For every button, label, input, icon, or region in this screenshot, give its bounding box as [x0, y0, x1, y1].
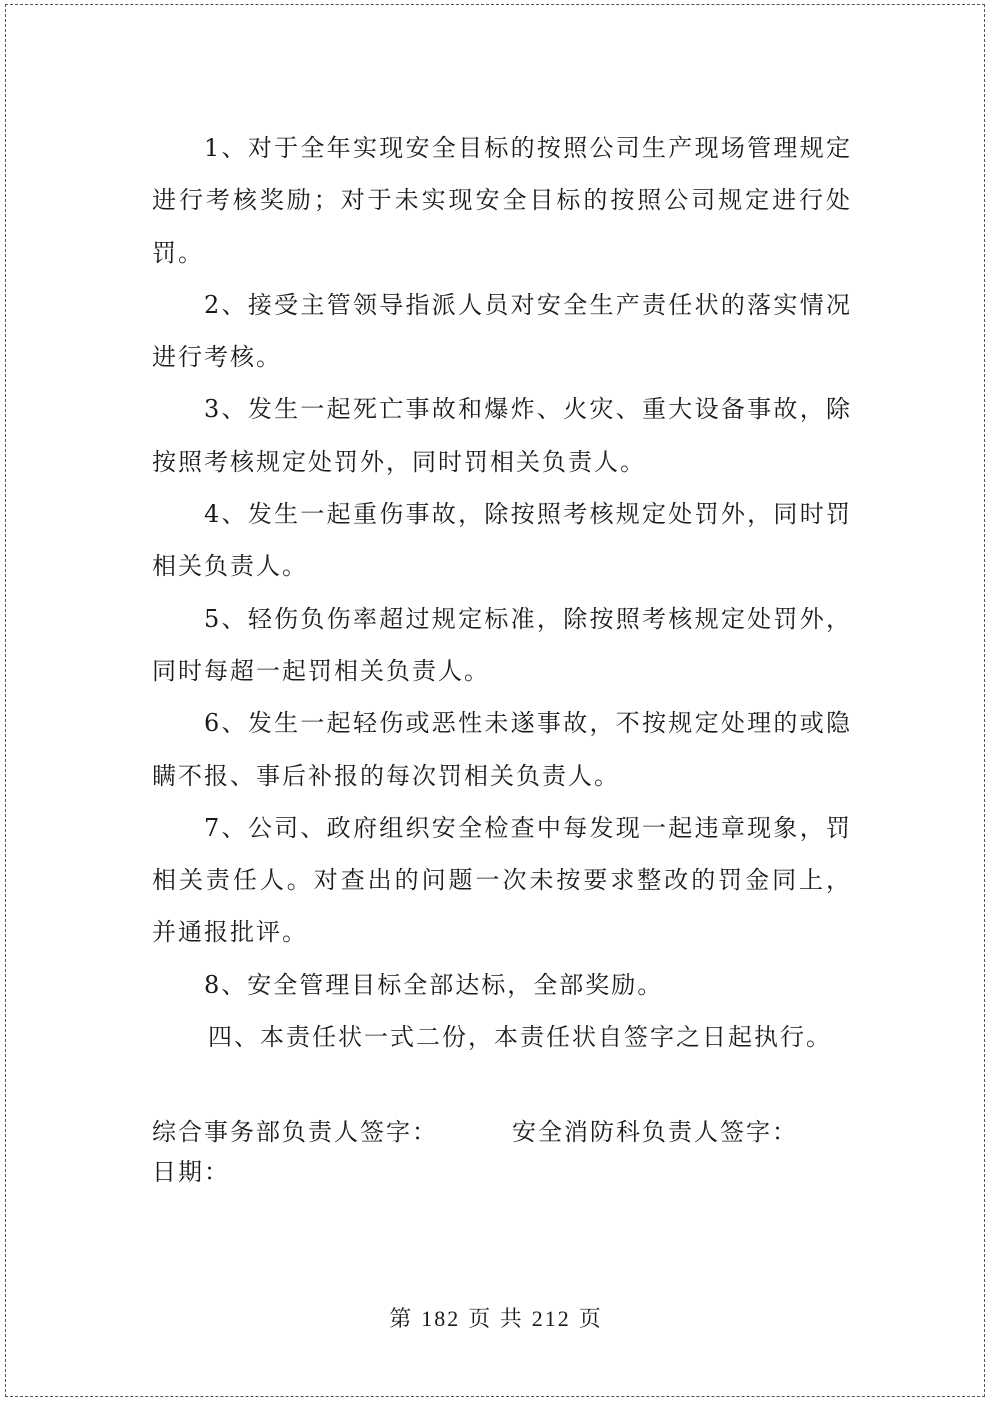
document-body [152, 122, 852, 1063]
signature-row [152, 1112, 852, 1152]
signature-block [152, 1112, 852, 1192]
footer-mid: 页 共 [468, 1306, 524, 1331]
footer-current-page: 182 [421, 1306, 461, 1331]
clause-1: 1、对于全年实现安全目标的按照公司生产现场管理规定进行考核奖励；对于未实现安全目标的按照公司规定进行处罚。 [152, 134, 852, 267]
footer-suffix: 页 [578, 1306, 603, 1331]
signature-fire-safety: 安全消防科负责人签字： [512, 1118, 798, 1146]
footer-total-pages: 212 [531, 1306, 571, 1331]
clause-7: 7、公司、政府组织安全检查中每发现一起违章现象，罚相关责任人。对查出的问题一次未按要求整改的罚金同上，并通报批评。 [152, 813, 852, 947]
clause-4: 4、发生一起重伤事故，除按照考核规定处罚外，同时罚相关负责人。 [152, 500, 852, 581]
signature-general-affairs: 综合事务部负责人签字： [152, 1118, 438, 1146]
clause-6: 6、发生一起轻伤或恶性未遂事故，不按规定处理的或隐瞒不报、事后补报的每次罚相关负责人。 [152, 709, 852, 790]
section-four: 四、本责任状一式二份，本责任状自签字之日起执行。 [208, 1023, 832, 1052]
clause-3: 3、发生一起死亡事故和爆炸、火灾、重大设备事故，除按照考核规定处罚外，同时罚相关负责人。 [152, 395, 852, 476]
clause-5: 5、轻伤负伤率超过规定标准，除按照考核规定处罚外，同时每超一起罚相关负责人。 [152, 604, 852, 685]
footer-prefix: 第 [389, 1306, 414, 1331]
signature-date: 日期： [152, 1158, 230, 1186]
clause-2: 2、接受主管领导指派人员对安全生产责任状的落实情况进行考核。 [152, 290, 852, 372]
clause-8: 8、安全管理目标全部达标，全部奖励。 [204, 970, 664, 999]
page-footer [0, 1302, 992, 1333]
